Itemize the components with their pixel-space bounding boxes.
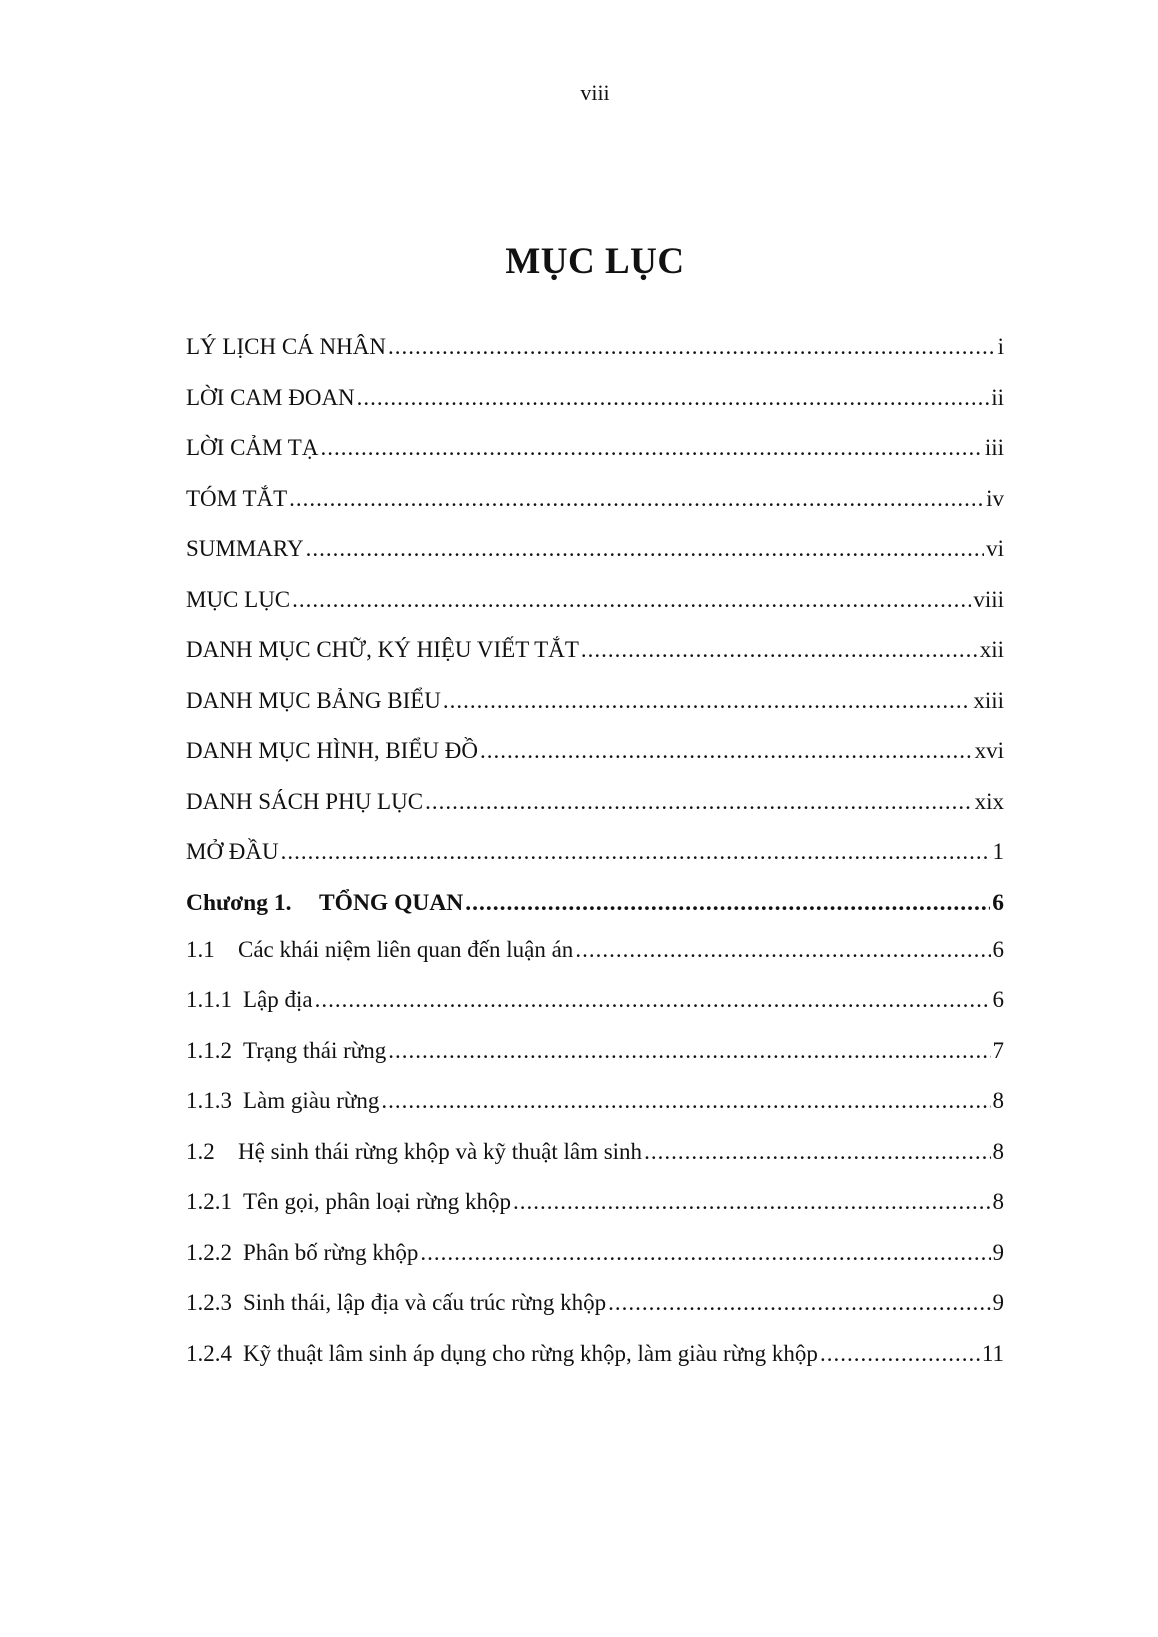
- toc-entry-label: Làm giàu rừng: [243, 1088, 380, 1113]
- dot-leader: [480, 734, 973, 768]
- toc-entry[interactable]: [186, 532, 1004, 583]
- toc-entry-label: LỜI CẢM TẠ: [186, 435, 319, 460]
- toc-entry-page: 11: [981, 1340, 1004, 1366]
- toc-entry-page: 9: [992, 1290, 1004, 1315]
- toc-entry-number: 1.2.4: [186, 1340, 232, 1366]
- dot-leader: [443, 684, 971, 718]
- toc-entry-page: 6: [992, 987, 1004, 1012]
- toc-entry-page: 6: [992, 936, 1004, 962]
- toc-entry-label: Kỹ thuật lâm sinh áp dụng cho rừng khộp, làm giàu rừng khộp: [243, 1340, 818, 1366]
- toc-entry-number: 1.1.3: [186, 1088, 232, 1113]
- toc-entry-label: MỤC LỤC: [186, 586, 291, 612]
- toc-entry[interactable]: [186, 1337, 1004, 1388]
- toc-entry-page: 8: [992, 1088, 1004, 1113]
- toc-entry-label: Tên gọi, phân loại rừng khộp: [243, 1189, 511, 1214]
- dot-leader: [357, 381, 990, 415]
- toc-entry[interactable]: [186, 381, 1004, 432]
- toc-entry[interactable]: [186, 785, 1004, 836]
- toc-entry-page: 8: [992, 1189, 1004, 1214]
- toc-entry-label: Sinh thái, lập địa và cấu trúc rừng khộp: [243, 1290, 607, 1315]
- toc-entry[interactable]: [186, 482, 1004, 533]
- toc-entry[interactable]: [186, 1084, 1004, 1135]
- toc-entry-label: SUMMARY: [186, 536, 304, 561]
- toc-entry-page: xiii: [973, 687, 1004, 713]
- toc-entry-page: iv: [986, 485, 1004, 511]
- dot-leader: [513, 1185, 991, 1219]
- toc-entry[interactable]: [186, 1236, 1004, 1287]
- dot-leader: [320, 431, 982, 465]
- dot-leader: [465, 886, 990, 920]
- dot-leader: [281, 835, 991, 869]
- toc-entry-page: xix: [974, 788, 1004, 814]
- toc-entry-number: 1.2.2: [186, 1239, 232, 1265]
- toc-entry-page: 8: [992, 1138, 1004, 1164]
- toc-entry-label: Lập địa: [243, 987, 313, 1012]
- dot-leader: [388, 1034, 990, 1068]
- dot-leader: [381, 1084, 990, 1118]
- toc-entry[interactable]: [186, 983, 1004, 1034]
- toc-entry-page: ii: [991, 384, 1004, 410]
- toc-entry[interactable]: [186, 835, 1004, 886]
- toc-entry[interactable]: [186, 933, 1004, 984]
- dot-leader: [608, 1286, 990, 1320]
- toc-entry-label: Phân bố rừng khộp: [243, 1239, 419, 1265]
- toc-entry-label: TÓM TẮT: [186, 485, 288, 511]
- toc-entry-label: Các khái niệm liên quan đến luận án: [238, 936, 574, 962]
- toc-entry-page: i: [997, 334, 1004, 359]
- dot-leader: [425, 785, 973, 819]
- dot-leader: [644, 1135, 990, 1169]
- toc-entry-page: iii: [984, 435, 1004, 460]
- toc-entry-page: 7: [992, 1037, 1004, 1063]
- dot-leader: [575, 933, 990, 967]
- toc-entry-number: 1.2.1: [186, 1189, 232, 1214]
- toc-entry-label: LỜI CAM ĐOAN: [186, 384, 355, 410]
- dot-leader: [388, 330, 996, 364]
- toc-entry-label: DANH MỤC HÌNH, BIỂU ĐỒ: [186, 738, 478, 763]
- toc-entry[interactable]: [186, 583, 1004, 634]
- toc-entry-label: DANH MỤC BẢNG BIỂU: [186, 687, 441, 713]
- toc-entry-label: Hệ sinh thái rừng khộp và kỹ thuật lâm sinh: [238, 1138, 643, 1164]
- dot-leader: [292, 583, 971, 617]
- toc-entry-label: LÝ LỊCH CÁ NHÂN: [186, 334, 386, 359]
- toc-entry-number: 1.1: [186, 936, 215, 962]
- toc-entry-page: xvi: [974, 738, 1004, 763]
- dot-leader: [420, 1236, 990, 1270]
- dot-leader: [581, 633, 978, 667]
- toc-entry[interactable]: [186, 330, 1004, 381]
- toc-entry[interactable]: [186, 734, 1004, 785]
- toc-entry[interactable]: [186, 1185, 1004, 1236]
- toc-entry[interactable]: [186, 1286, 1004, 1337]
- toc-entry-label: Trạng thái rừng: [243, 1037, 387, 1063]
- dot-leader: [315, 983, 991, 1017]
- toc-entry-number: 1.1.2: [186, 1037, 232, 1063]
- toc-entry-number: 1.1.1: [186, 987, 232, 1012]
- toc-entry[interactable]: [186, 633, 1004, 684]
- toc-entry[interactable]: [186, 886, 1004, 933]
- dot-leader: [820, 1337, 980, 1371]
- toc-entry-number: 1.2.3: [186, 1290, 232, 1315]
- toc-entry-label: DANH MỤC CHỮ, KÝ HIỆU VIẾT TẮT: [186, 637, 579, 662]
- toc-entry-page: vi: [986, 536, 1004, 561]
- toc-entry-page: 6: [992, 889, 1004, 916]
- dot-leader: [306, 532, 985, 566]
- toc-entry-page: 1: [992, 839, 1004, 864]
- dot-leader: [289, 482, 984, 516]
- toc-entry[interactable]: [186, 431, 1004, 482]
- toc-entry-page: 9: [992, 1239, 1004, 1265]
- toc-entry[interactable]: [186, 684, 1004, 735]
- toc-entry-label: DANH SÁCH PHỤ LỤC: [186, 788, 424, 814]
- table-of-contents: [186, 330, 1004, 1387]
- page-number: viii: [580, 80, 610, 105]
- toc-entry[interactable]: [186, 1034, 1004, 1085]
- toc-entry-number: 1.2: [186, 1138, 215, 1164]
- toc-entry-label: TỔNG QUAN: [319, 889, 464, 916]
- toc-entry[interactable]: [186, 1135, 1004, 1186]
- toc-entry-page: viii: [973, 586, 1004, 612]
- toc-entry-label: MỞ ĐẦU: [186, 839, 279, 864]
- toc-entry-number: Chương 1.: [186, 889, 292, 916]
- toc-entry-page: xii: [979, 637, 1004, 662]
- page-title: MỤC LỤC: [505, 241, 685, 282]
